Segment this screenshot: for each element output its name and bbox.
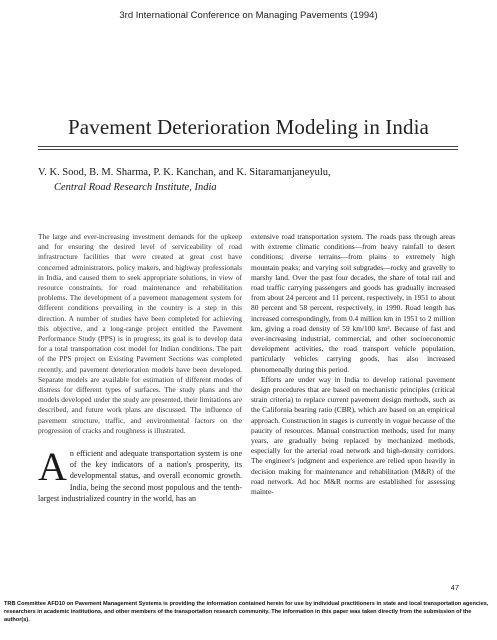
affiliation: Central Road Research Institute, India: [54, 182, 217, 193]
paper-title: Pavement Deterioration Modeling in India: [68, 115, 429, 139]
author-list: V. K. Sood, B. M. Sharma, P. K. Kanchan, and K. Sitaramanjaneyulu,: [38, 167, 331, 178]
title-rule-bottom: [38, 149, 458, 150]
footer-disclaimer: TRB Committee AFD10 on Pavement Management Systems is providing the information contained herein for use by individual practitioners in state and local transportation agencies, researchers in academic institutions, and other members of the transportation research community. The information in this paper was taken directly from the submission of the author(s).: [4, 601, 489, 623]
title-rule-top: [38, 146, 458, 147]
body-paragraph: Efforts are under way in India to develop rational pavement design procedures that are based on mechanistic principles (critical strain criteria) to replace current pavement design methods, such as the California bearing ratio (CBR), which are based on an empirical approach. Construction in stages is currently in vogue because of the paucity of resources. Manual construction methods, used for many years, are gradually being replaced by mechanized methods, especially for the arterial road network and high-density corridors. The engineer's judgment and experience are relied upon heavily in decision making for maintenance and rehabilitation (M&R) of the road network. Ad hoc M&R norms are established for assessing mainte-: [251, 374, 455, 497]
body-paragraph: extensive road transportation system. The roads pass through areas with extreme climatic conditions—from heavy rainfall to desert conditions; diverse terrains—from plains to extremely high mountain peaks; and varying soil subgrades—rocky and gravelly to marshy land. Over the past four decades, the share of total rail and road traffic carrying passengers and goods has gradually increased from about 24 percent and 11 percent, respectively, in 1951 to about 80 percent and 58 percent, respectively, in 1990. Road length has increased correspondingly, from 0.4 million km in 1951 to 2 million km, giving a road density of 59 km/100 km². Because of fast and ever-increasing industrial, commercial, and other socioeconomic development activities, the road transport vehicle population, particularly vehicles carrying goods, has also increased phenomenally during this period.: [251, 232, 455, 374]
left-column: [38, 232, 242, 504]
intro-paragraph: [38, 444, 242, 504]
right-column: [251, 232, 455, 497]
drop-cap: A: [38, 444, 67, 490]
running-header: 3rd International Conference on Managing Pavements (1994): [119, 10, 378, 21]
page-number: 47: [450, 583, 459, 592]
section-spacer: [38, 436, 242, 448]
intro-text: n efficient and adequate transportation system is one of the key indicators of a nation's prosperity, its developmental status, and overall economic growth. India, being the second most populous and the tenth-largest industrialized country in the world, has an: [38, 449, 242, 503]
abstract: The large and ever-increasing investment demands for the upkeep and for ensuring the desired level of serviceability of road infrastructure facilities that were created at great cost have concerned administrators, policy makers, and highway professionals in India, and caused them to seek appropriate solutions, in view of resource constraints, for road maintenance and rehabilitation problems. The development of a pavement management system for different conditions prevailing in the country is a step in this direction. A number of studies have been completed for achieving this objective, and a long-range project entitled the Pavement Performance Study (PPS) is in progress; its goal is to develop data for a total transportation cost model for Indian conditions. The part of the PPS project on Existing Pavement Sections was completed recently, and pavement deterioration models have been developed. Separate models are available for estimation of different modes of distress for different types of surfaces. The study plans and the models developed under the study are presented, their limitations are described, and future work plans are discussed. The influence of pavement structure, traffic, and environmental factors on the progression of cracks and roughness is illustrated.: [38, 232, 242, 435]
